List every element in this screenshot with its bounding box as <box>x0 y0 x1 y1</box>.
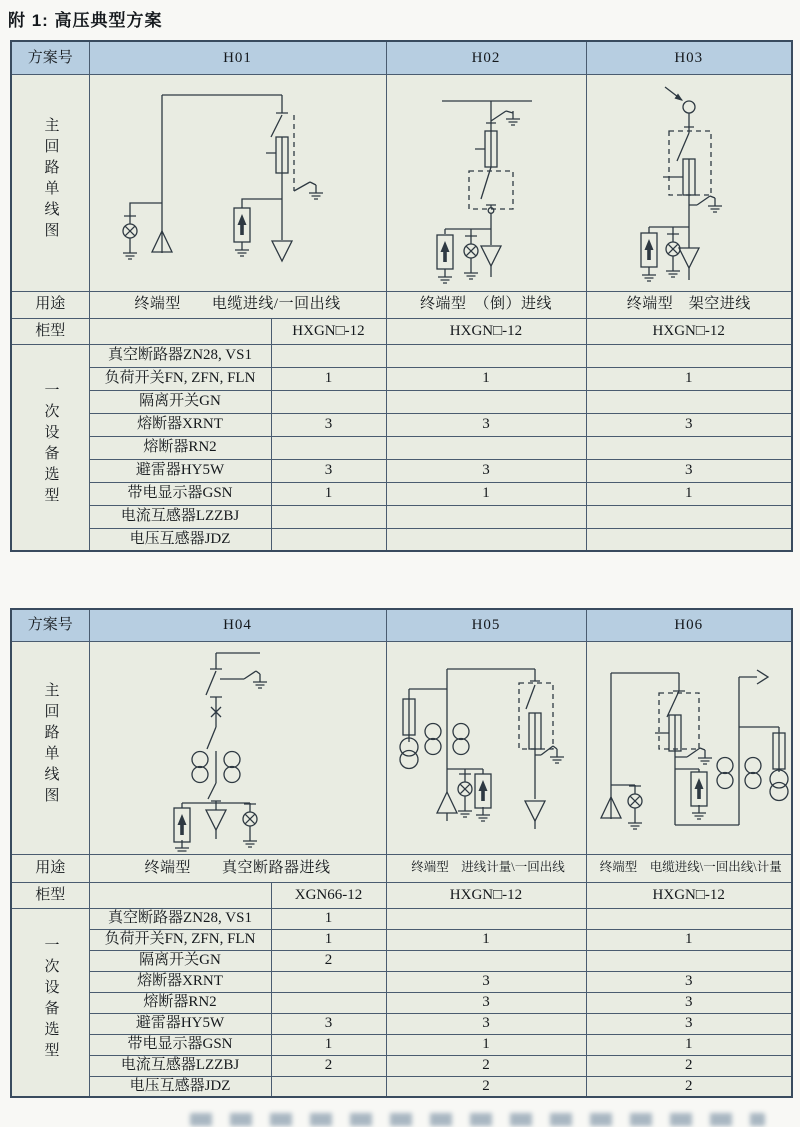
usage-cell: 终端型 进线计量\一回出线 <box>386 854 586 882</box>
ground-icon <box>628 815 642 829</box>
usage-cell: 终端型 架空进线 <box>586 291 792 318</box>
table-row <box>11 854 792 882</box>
voltage-transformer-icon <box>770 770 788 801</box>
outgoing-line-icon <box>679 248 699 268</box>
scheme-code-h06: H06 <box>586 609 792 641</box>
live-display-icon <box>628 786 642 815</box>
value-cell <box>271 344 386 367</box>
value-cell <box>586 528 792 551</box>
ground-icon <box>438 269 452 283</box>
equipment-name: 带电显示器GSN <box>89 482 271 505</box>
scheme-code-h03: H03 <box>586 41 792 74</box>
scheme-code-h01: H01 <box>89 41 386 74</box>
arrester-icon <box>641 233 657 267</box>
arrester-icon <box>691 772 707 806</box>
table-row <box>11 992 792 1013</box>
cabinet-cell: XGN66-12 <box>271 882 386 908</box>
equipment-name: 隔离开关GN <box>89 390 271 413</box>
value-cell <box>586 908 792 929</box>
table-row <box>11 609 792 641</box>
value-cell: 2 <box>271 1055 386 1076</box>
equipment-name: 电流互感器LZZBJ <box>89 1055 271 1076</box>
diagram-cell-h02 <box>386 74 586 291</box>
diagram-h01 <box>90 77 385 289</box>
equipment-name: 电压互感器JDZ <box>89 528 271 551</box>
value-cell <box>271 505 386 528</box>
value-cell: 3 <box>586 1013 792 1034</box>
outgoing-line-icon <box>206 810 226 830</box>
table-row <box>11 641 792 854</box>
table-row <box>11 344 792 367</box>
value-cell: 3 <box>386 1013 586 1034</box>
table-row <box>11 390 792 413</box>
value-cell <box>586 950 792 971</box>
fuse-icon <box>276 137 288 173</box>
table-row <box>11 1076 792 1097</box>
value-cell: 1 <box>271 1034 386 1055</box>
table-row <box>11 1013 792 1034</box>
scheme-table-h04-h06 <box>10 608 793 1098</box>
scheme-code-h05: H05 <box>386 609 586 641</box>
value-cell <box>386 950 586 971</box>
table-row <box>11 291 792 318</box>
fuse-icon <box>773 733 785 769</box>
table-row <box>11 74 792 291</box>
current-transformer-icon <box>224 751 240 782</box>
ground-icon <box>642 267 656 281</box>
outgoing-arrow-icon <box>757 670 768 684</box>
equipment-group-label: 一次设备选型 <box>42 937 59 1063</box>
live-display-icon <box>123 216 137 245</box>
equipment-name: 避雷器HY5W <box>89 1013 271 1034</box>
value-cell: 3 <box>586 459 792 482</box>
blank-cell <box>89 318 271 344</box>
table-row <box>11 1055 792 1076</box>
fuse-icon <box>669 715 681 751</box>
value-cell: 2 <box>586 1076 792 1097</box>
fuse-icon <box>485 131 497 167</box>
table-row <box>11 318 792 344</box>
current-transformer-icon <box>425 723 441 754</box>
cabinet-cell: HXGN□-12 <box>271 318 386 344</box>
value-cell: 1 <box>586 929 792 950</box>
scheme-row-label: 方案号 <box>11 609 89 641</box>
value-cell: 3 <box>586 992 792 1013</box>
diagram-h05 <box>387 643 585 853</box>
live-display-icon <box>243 804 257 833</box>
value-cell: 3 <box>386 992 586 1013</box>
value-cell: 2 <box>386 1055 586 1076</box>
value-cell: 1 <box>271 482 386 505</box>
value-cell <box>386 436 586 459</box>
value-cell <box>586 505 792 528</box>
table-row <box>11 908 792 929</box>
value-cell <box>586 390 792 413</box>
arrester-icon <box>234 208 250 242</box>
ground-icon <box>476 807 490 821</box>
live-display-icon <box>464 236 478 265</box>
current-transformer-icon <box>745 757 761 788</box>
cabinet-cell: HXGN□-12 <box>586 882 792 908</box>
diagram-cell-h01 <box>89 74 386 291</box>
ground-icon <box>708 198 722 212</box>
diagram-row-label-cell <box>11 641 89 854</box>
equipment-group-label-cell <box>11 344 89 551</box>
fuse-icon <box>683 159 695 195</box>
ground-icon <box>698 750 712 764</box>
diagram-cell-h06 <box>586 641 792 854</box>
dropout-icon <box>683 101 695 113</box>
equipment-name: 熔断器RN2 <box>89 436 271 459</box>
value-cell: 3 <box>586 971 792 992</box>
ground-icon <box>666 263 680 277</box>
ground-icon <box>692 805 706 819</box>
current-transformer-icon <box>717 757 733 788</box>
fuse-icon <box>529 713 541 749</box>
value-cell: 3 <box>386 459 586 482</box>
value-cell <box>271 1076 386 1097</box>
current-transformer-icon <box>453 723 469 754</box>
ground-icon <box>253 674 267 688</box>
incoming-cable-icon <box>437 792 457 813</box>
equipment-name: 真空断路器ZN28, VS1 <box>89 908 271 929</box>
table-row <box>11 367 792 390</box>
voltage-transformer-icon <box>400 738 418 769</box>
value-cell <box>386 344 586 367</box>
value-cell: 2 <box>586 1055 792 1076</box>
value-cell: 1 <box>386 929 586 950</box>
diagram-h02 <box>387 77 585 289</box>
value-cell: 1 <box>586 367 792 390</box>
value-cell: 1 <box>271 908 386 929</box>
diagram-row-label-cell <box>11 74 89 291</box>
arrester-icon <box>475 774 491 808</box>
value-cell <box>271 436 386 459</box>
scheme-table-h01-h03 <box>10 40 793 552</box>
table-row <box>11 882 792 908</box>
value-cell: 3 <box>386 971 586 992</box>
cabinet-cell: HXGN□-12 <box>386 318 586 344</box>
cabinet-row-label: 柜型 <box>11 882 89 908</box>
blank-cell <box>89 882 271 908</box>
equipment-name: 带电显示器GSN <box>89 1034 271 1055</box>
value-cell: 1 <box>586 482 792 505</box>
dashed-box <box>519 683 553 749</box>
value-cell: 2 <box>386 1076 586 1097</box>
cutoff-text-artifact <box>190 1113 765 1126</box>
usage-cell: 终端型 真空断路器进线 <box>89 854 386 882</box>
value-cell: 3 <box>386 413 586 436</box>
table-row <box>11 459 792 482</box>
value-cell: 3 <box>271 459 386 482</box>
table-row <box>11 1034 792 1055</box>
live-display-icon <box>666 234 680 263</box>
diagram-cell-h04 <box>89 641 386 854</box>
usage-cell: 终端型 电缆进线\一回出线\计量 <box>586 854 792 882</box>
cabinet-row-label: 柜型 <box>11 318 89 344</box>
value-cell <box>386 390 586 413</box>
table-row <box>11 950 792 971</box>
value-cell: 1 <box>586 1034 792 1055</box>
usage-row-label: 用途 <box>11 291 89 318</box>
diagram-h06 <box>587 643 793 853</box>
value-cell <box>586 436 792 459</box>
value-cell: 1 <box>271 929 386 950</box>
diagram-cell-h05 <box>386 641 586 854</box>
value-cell: 3 <box>586 413 792 436</box>
table-row <box>11 41 792 74</box>
table-row <box>11 528 792 551</box>
value-cell: 1 <box>271 367 386 390</box>
equipment-name: 熔断器XRNT <box>89 413 271 436</box>
outgoing-line-icon <box>481 246 501 266</box>
dashed-box <box>659 693 699 749</box>
value-cell: 1 <box>386 367 586 390</box>
diagram-cell-h03 <box>586 74 792 291</box>
outgoing-line-icon <box>525 801 545 821</box>
scheme-code-h02: H02 <box>386 41 586 74</box>
value-cell: 3 <box>271 1013 386 1034</box>
ground-icon <box>550 749 564 763</box>
value-cell: 3 <box>271 413 386 436</box>
diagram-row-label: 主回路单线图 <box>42 117 59 244</box>
live-display-icon <box>458 774 472 803</box>
value-cell <box>386 528 586 551</box>
table-row <box>11 482 792 505</box>
dashed-box <box>669 131 711 195</box>
usage-cell: 终端型 电缆进线/一回出线 <box>89 291 386 318</box>
equipment-name: 真空断路器ZN28, VS1 <box>89 344 271 367</box>
table-row <box>11 971 792 992</box>
value-cell: 2 <box>271 950 386 971</box>
arrester-icon <box>174 808 190 842</box>
usage-cell: 终端型 （倒）进线 <box>386 291 586 318</box>
equipment-name: 负荷开关FN, ZFN, FLN <box>89 929 271 950</box>
ground-icon <box>235 242 249 256</box>
fuse-icon <box>403 699 415 735</box>
value-cell: 1 <box>386 482 586 505</box>
table-row <box>11 505 792 528</box>
current-transformer-icon <box>192 751 208 782</box>
table-row <box>11 929 792 950</box>
value-cell <box>386 505 586 528</box>
equipment-group-label-cell <box>11 908 89 1097</box>
equipment-name: 电流互感器LZZBJ <box>89 505 271 528</box>
outgoing-line-icon <box>272 241 292 261</box>
cabinet-cell: HXGN□-12 <box>586 318 792 344</box>
table-row <box>11 413 792 436</box>
equipment-name: 熔断器XRNT <box>89 971 271 992</box>
ground-icon <box>123 245 137 259</box>
table-row <box>11 436 792 459</box>
ground-icon <box>506 111 520 125</box>
equipment-group-label: 一次设备选型 <box>42 382 59 508</box>
dashed-box <box>469 171 513 209</box>
equipment-name: 负荷开关FN, ZFN, FLN <box>89 367 271 390</box>
equipment-name: 隔离开关GN <box>89 950 271 971</box>
usage-row-label: 用途 <box>11 854 89 882</box>
ground-icon <box>464 265 478 279</box>
diagram-h03 <box>587 77 791 289</box>
equipment-name: 熔断器RN2 <box>89 992 271 1013</box>
diagram-row-label: 主回路单线图 <box>42 682 59 809</box>
ground-icon <box>309 185 323 199</box>
arrester-icon <box>437 235 453 269</box>
equipment-name: 电压互感器JDZ <box>89 1076 271 1097</box>
value-cell: 1 <box>386 1034 586 1055</box>
diagram-h04 <box>90 643 385 853</box>
ground-icon <box>458 803 472 817</box>
value-cell <box>271 992 386 1013</box>
value-cell <box>271 971 386 992</box>
page-title: 附 1: 高压典型方案 <box>8 11 163 30</box>
value-cell <box>271 528 386 551</box>
scheme-code-h04: H04 <box>89 609 386 641</box>
cabinet-cell: HXGN□-12 <box>386 882 586 908</box>
ground-icon <box>243 833 257 847</box>
value-cell <box>586 344 792 367</box>
value-cell <box>271 390 386 413</box>
equipment-name: 避雷器HY5W <box>89 459 271 482</box>
value-cell <box>386 908 586 929</box>
scheme-row-label: 方案号 <box>11 41 89 74</box>
